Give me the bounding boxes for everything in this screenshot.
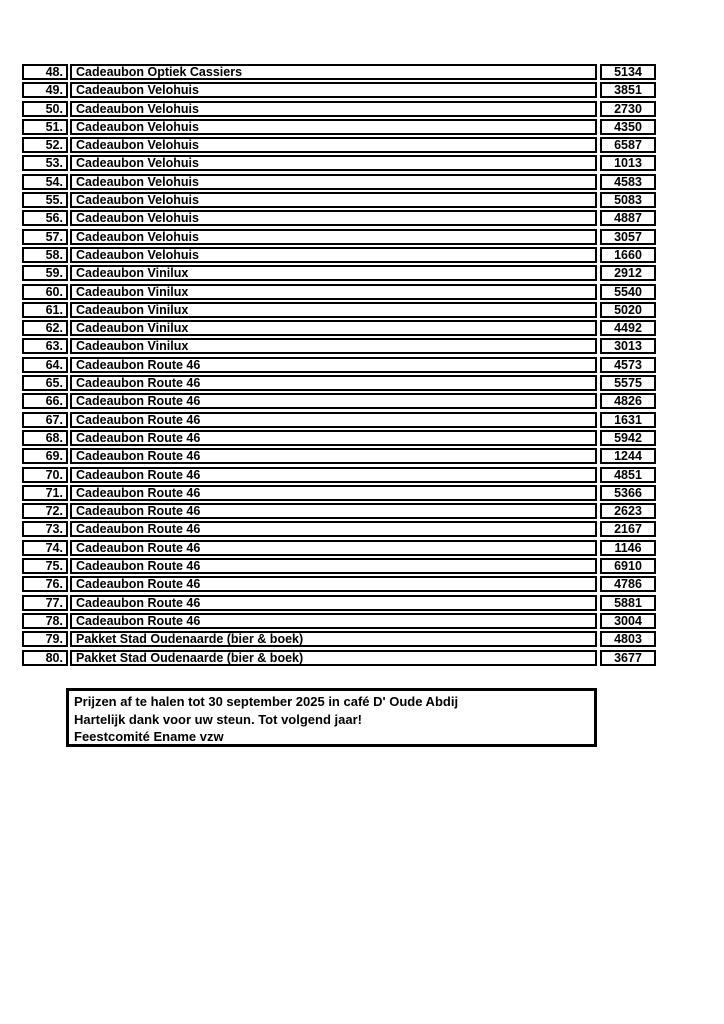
row-index: 55. [22, 192, 68, 208]
prize-description: Cadeaubon Route 46 [70, 375, 597, 391]
row-index: 70. [22, 467, 68, 483]
table-row [22, 82, 656, 98]
row-index: 68. [22, 430, 68, 446]
prize-description: Cadeaubon Route 46 [70, 558, 597, 574]
row-index: 49. [22, 82, 68, 98]
table-row [22, 503, 656, 519]
row-index: 51. [22, 119, 68, 135]
table-row [22, 631, 656, 647]
organizer-note-line: Feestcomité Ename vzw [74, 729, 224, 744]
thanks-note-line: Hartelijk dank voor uw steun. Tot volgend jaar! [74, 711, 362, 727]
prize-description: Cadeaubon Velohuis [70, 137, 597, 153]
prize-description: Cadeaubon Route 46 [70, 412, 597, 428]
row-index: 69. [22, 448, 68, 464]
table-row [22, 430, 656, 446]
ticket-number: 2167 [600, 521, 656, 537]
ticket-number: 1146 [600, 540, 656, 556]
table-row [22, 558, 656, 574]
prize-description: Cadeaubon Vinilux [70, 302, 597, 318]
table-row [22, 521, 656, 537]
row-index: 80. [22, 650, 68, 666]
row-index: 48. [22, 64, 68, 80]
ticket-number: 5881 [600, 595, 656, 611]
table-row [22, 265, 656, 281]
prize-description: Cadeaubon Route 46 [70, 613, 597, 629]
table-row [22, 119, 656, 135]
ticket-number: 3677 [600, 650, 656, 666]
table-row [22, 595, 656, 611]
ticket-number: 3004 [600, 613, 656, 629]
table-row [22, 338, 656, 354]
prize-description: Cadeaubon Route 46 [70, 503, 597, 519]
table-row [22, 613, 656, 629]
prize-description: Cadeaubon Route 46 [70, 467, 597, 483]
table-row [22, 229, 656, 245]
table-row [22, 412, 656, 428]
ticket-number: 1013 [600, 155, 656, 171]
table-row [22, 155, 656, 171]
ticket-number: 2623 [600, 503, 656, 519]
table-row [22, 320, 656, 336]
table-row [22, 375, 656, 391]
prize-description: Cadeaubon Vinilux [70, 265, 597, 281]
row-index: 77. [22, 595, 68, 611]
row-index: 75. [22, 558, 68, 574]
row-index: 52. [22, 137, 68, 153]
prize-description: Cadeaubon Route 46 [70, 357, 597, 373]
table-row [22, 650, 656, 666]
table-row [22, 576, 656, 592]
prize-description: Cadeaubon Velohuis [70, 119, 597, 135]
prize-description: Cadeaubon Route 46 [70, 485, 597, 501]
row-index: 56. [22, 210, 68, 226]
prize-description: Cadeaubon Velohuis [70, 192, 597, 208]
row-index: 50. [22, 101, 68, 117]
prize-description: Cadeaubon Route 46 [70, 540, 597, 556]
table-row [22, 137, 656, 153]
prize-description: Cadeaubon Velohuis [70, 82, 597, 98]
row-index: 74. [22, 540, 68, 556]
table-row [22, 448, 656, 464]
ticket-number: 5134 [600, 64, 656, 80]
ticket-number: 3057 [600, 229, 656, 245]
prize-description: Cadeaubon Velohuis [70, 155, 597, 171]
prize-description: Cadeaubon Route 46 [70, 393, 597, 409]
row-index: 62. [22, 320, 68, 336]
ticket-number: 4803 [600, 631, 656, 647]
row-index: 58. [22, 247, 68, 263]
ticket-number: 5540 [600, 284, 656, 300]
row-index: 76. [22, 576, 68, 592]
ticket-number: 1244 [600, 448, 656, 464]
row-index: 72. [22, 503, 68, 519]
ticket-number: 4583 [600, 174, 656, 190]
prize-description: Cadeaubon Velohuis [70, 210, 597, 226]
prize-description: Cadeaubon Velohuis [70, 229, 597, 245]
ticket-number: 6910 [600, 558, 656, 574]
prize-description: Pakket Stad Oudenaarde (bier & boek) [70, 631, 597, 647]
row-index: 64. [22, 357, 68, 373]
ticket-number: 2730 [600, 101, 656, 117]
ticket-number: 4573 [600, 357, 656, 373]
row-index: 54. [22, 174, 68, 190]
ticket-number: 5366 [600, 485, 656, 501]
table-row [22, 302, 656, 318]
prize-description: Cadeaubon Vinilux [70, 320, 597, 336]
row-index: 78. [22, 613, 68, 629]
pickup-note-line: Prijzen af te halen tot 30 september 2025 in café D' Oude Abdij [74, 694, 459, 709]
ticket-number: 4887 [600, 210, 656, 226]
ticket-number: 3851 [600, 82, 656, 98]
table-row [22, 485, 656, 501]
row-index: 61. [22, 302, 68, 318]
row-index: 65. [22, 375, 68, 391]
prize-description: Pakket Stad Oudenaarde (bier & boek) [70, 650, 597, 666]
row-index: 57. [22, 229, 68, 245]
prize-description: Cadeaubon Route 46 [70, 576, 597, 592]
ticket-number: 1660 [600, 247, 656, 263]
ticket-number: 4350 [600, 119, 656, 135]
prize-description: Cadeaubon Optiek Cassiers [70, 64, 597, 80]
ticket-number: 1631 [600, 412, 656, 428]
ticket-number: 2912 [600, 265, 656, 281]
prize-description: Cadeaubon Route 46 [70, 448, 597, 464]
row-index: 73. [22, 521, 68, 537]
ticket-number: 5942 [600, 430, 656, 446]
table-row [22, 357, 656, 373]
row-index: 79. [22, 631, 68, 647]
table-row [22, 540, 656, 556]
row-index: 67. [22, 412, 68, 428]
table-row [22, 284, 656, 300]
table-row [22, 101, 656, 117]
row-index: 63. [22, 338, 68, 354]
table-row [22, 64, 656, 80]
prize-description: Cadeaubon Vinilux [70, 338, 597, 354]
row-index: 60. [22, 284, 68, 300]
row-index: 66. [22, 393, 68, 409]
table-row [22, 467, 656, 483]
prize-description: Cadeaubon Route 46 [70, 430, 597, 446]
ticket-number: 4492 [600, 320, 656, 336]
row-index: 59. [22, 265, 68, 281]
row-index: 71. [22, 485, 68, 501]
ticket-number: 4786 [600, 576, 656, 592]
prize-description: Cadeaubon Vinilux [70, 284, 597, 300]
ticket-number: 5020 [600, 302, 656, 318]
row-index: 53. [22, 155, 68, 171]
ticket-number: 5083 [600, 192, 656, 208]
ticket-number: 4826 [600, 393, 656, 409]
table-row [22, 210, 656, 226]
pickup-note-box [66, 688, 597, 747]
table-row [22, 192, 656, 208]
winners-table [22, 64, 656, 668]
table-row [22, 174, 656, 190]
prize-description: Cadeaubon Route 46 [70, 595, 597, 611]
ticket-number: 6587 [600, 137, 656, 153]
ticket-number: 3013 [600, 338, 656, 354]
table-row [22, 247, 656, 263]
table-row [22, 393, 656, 409]
prize-description: Cadeaubon Velohuis [70, 174, 597, 190]
prize-description: Cadeaubon Route 46 [70, 521, 597, 537]
ticket-number: 5575 [600, 375, 656, 391]
prize-description: Cadeaubon Velohuis [70, 247, 597, 263]
prize-description: Cadeaubon Velohuis [70, 101, 597, 117]
ticket-number: 4851 [600, 467, 656, 483]
